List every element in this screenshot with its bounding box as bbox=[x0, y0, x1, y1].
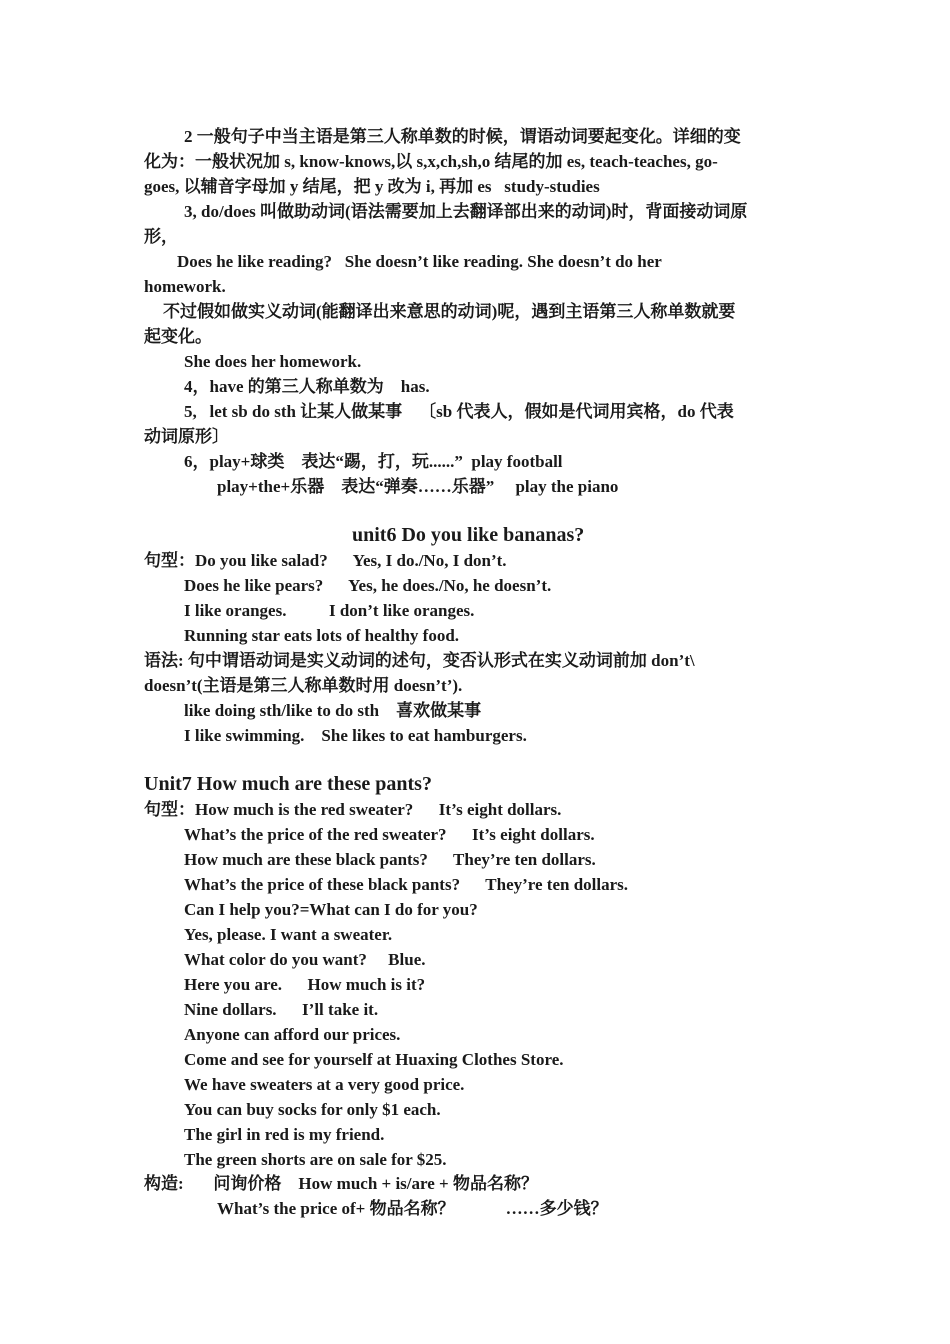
text-line: The girl in red is my friend. bbox=[184, 1125, 385, 1144]
text-line: 4，have 的第三人称单数为 has. bbox=[184, 377, 430, 396]
text-line: 语法: 句中谓语动词是实义动词的述句，变否认形式在实义动词前加 don’t\ bbox=[144, 651, 695, 670]
text-line: How much are these black pants? They’re ten dollars. bbox=[184, 850, 596, 869]
text-line: Anyone can afford our prices. bbox=[184, 1025, 401, 1044]
text-line: 6，play+球类 表达“踢，打，玩......” play football bbox=[184, 452, 563, 471]
text-line: What’s the price of these black pants? They’re ten dollars. bbox=[184, 875, 629, 894]
text-line: What color do you want? Blue. bbox=[184, 950, 426, 969]
text-line: The green shorts are on sale for $25. bbox=[184, 1150, 447, 1169]
text-line: 化为：一般状况加 s, know-knows,以 s,x,ch,sh,o 结尾的加 es, teach-teaches, go- bbox=[144, 152, 718, 171]
text-line: Yes, please. I want a sweater. bbox=[184, 925, 393, 944]
text-line: 起变化。 bbox=[144, 327, 212, 346]
text-line: 2 一般句子中当主语是第三人称单数的时候，谓语动词要起变化。详细的变 bbox=[184, 127, 741, 146]
text-line: I like swimming. She likes to eat hamburgers. bbox=[184, 726, 527, 745]
text-line: 构造: 问询价格 How much + is/are + 物品名称？ bbox=[144, 1174, 538, 1193]
text-line: goes, 以辅音字母加 y 结尾，把 y 改为 i, 再加 es study-studies bbox=[144, 177, 600, 196]
text-line: 句型：Do you like salad? Yes, I do./No, I don’t. bbox=[144, 551, 507, 570]
text-line: 不过假如做实义动词(能翻译出来意思的动词)呢，遇到主语第三人称单数就要 bbox=[163, 302, 736, 321]
text-line: doesn’t(主语是第三人称单数时用 doesn’t’). bbox=[144, 676, 463, 695]
text-line: She does her homework. bbox=[184, 352, 362, 371]
text-line: What’s the price of+ 物品名称？ ……多少钱？ bbox=[217, 1199, 608, 1218]
unit7-heading: Unit7 How much are these pants? bbox=[144, 773, 432, 795]
text-line: homework. bbox=[144, 277, 226, 296]
text-line: play+the+乐器 表达“弹奏……乐器” play the piano bbox=[217, 477, 619, 496]
text-line: Nine dollars. I’ll take it. bbox=[184, 1000, 379, 1019]
text-line: 动词原形〕 bbox=[144, 427, 229, 446]
text-line: like doing sth/like to do sth 喜欢做某事 bbox=[184, 701, 482, 720]
text-line: Running star eats lots of healthy food. bbox=[184, 626, 460, 645]
text-line: Does he like reading? She doesn’t like reading. She doesn’t do her bbox=[177, 252, 662, 271]
text-line: 形， bbox=[144, 227, 178, 246]
text-line: Here you are. How much is it? bbox=[184, 975, 426, 994]
text-line: Does he like pears? Yes, he does./No, he doesn’t. bbox=[184, 576, 552, 595]
text-line: Can I help you?=What can I do for you? bbox=[184, 900, 478, 919]
unit6-heading: unit6 Do you like bananas? bbox=[352, 524, 585, 546]
text-line: We have sweaters at a very good price. bbox=[184, 1075, 465, 1094]
text-line: 句型：How much is the red sweater? It’s eight dollars. bbox=[144, 800, 562, 819]
text-line: 5, let sb do sth 让某人做某事 〔sb 代表人，假如是代词用宾格，do 代表 bbox=[184, 402, 734, 421]
text-line: You can buy socks for only $1 each. bbox=[184, 1100, 441, 1119]
text-line: 3, do/does 叫做助动词(语法需要加上去翻译部出来的动词)时，背面接动词原 bbox=[184, 202, 748, 221]
text-line: What’s the price of the red sweater? It’s eight dollars. bbox=[184, 825, 595, 844]
text-line: Come and see for yourself at Huaxing Clothes Store. bbox=[184, 1050, 564, 1069]
text-line: I like oranges. I don’t like oranges. bbox=[184, 601, 475, 620]
